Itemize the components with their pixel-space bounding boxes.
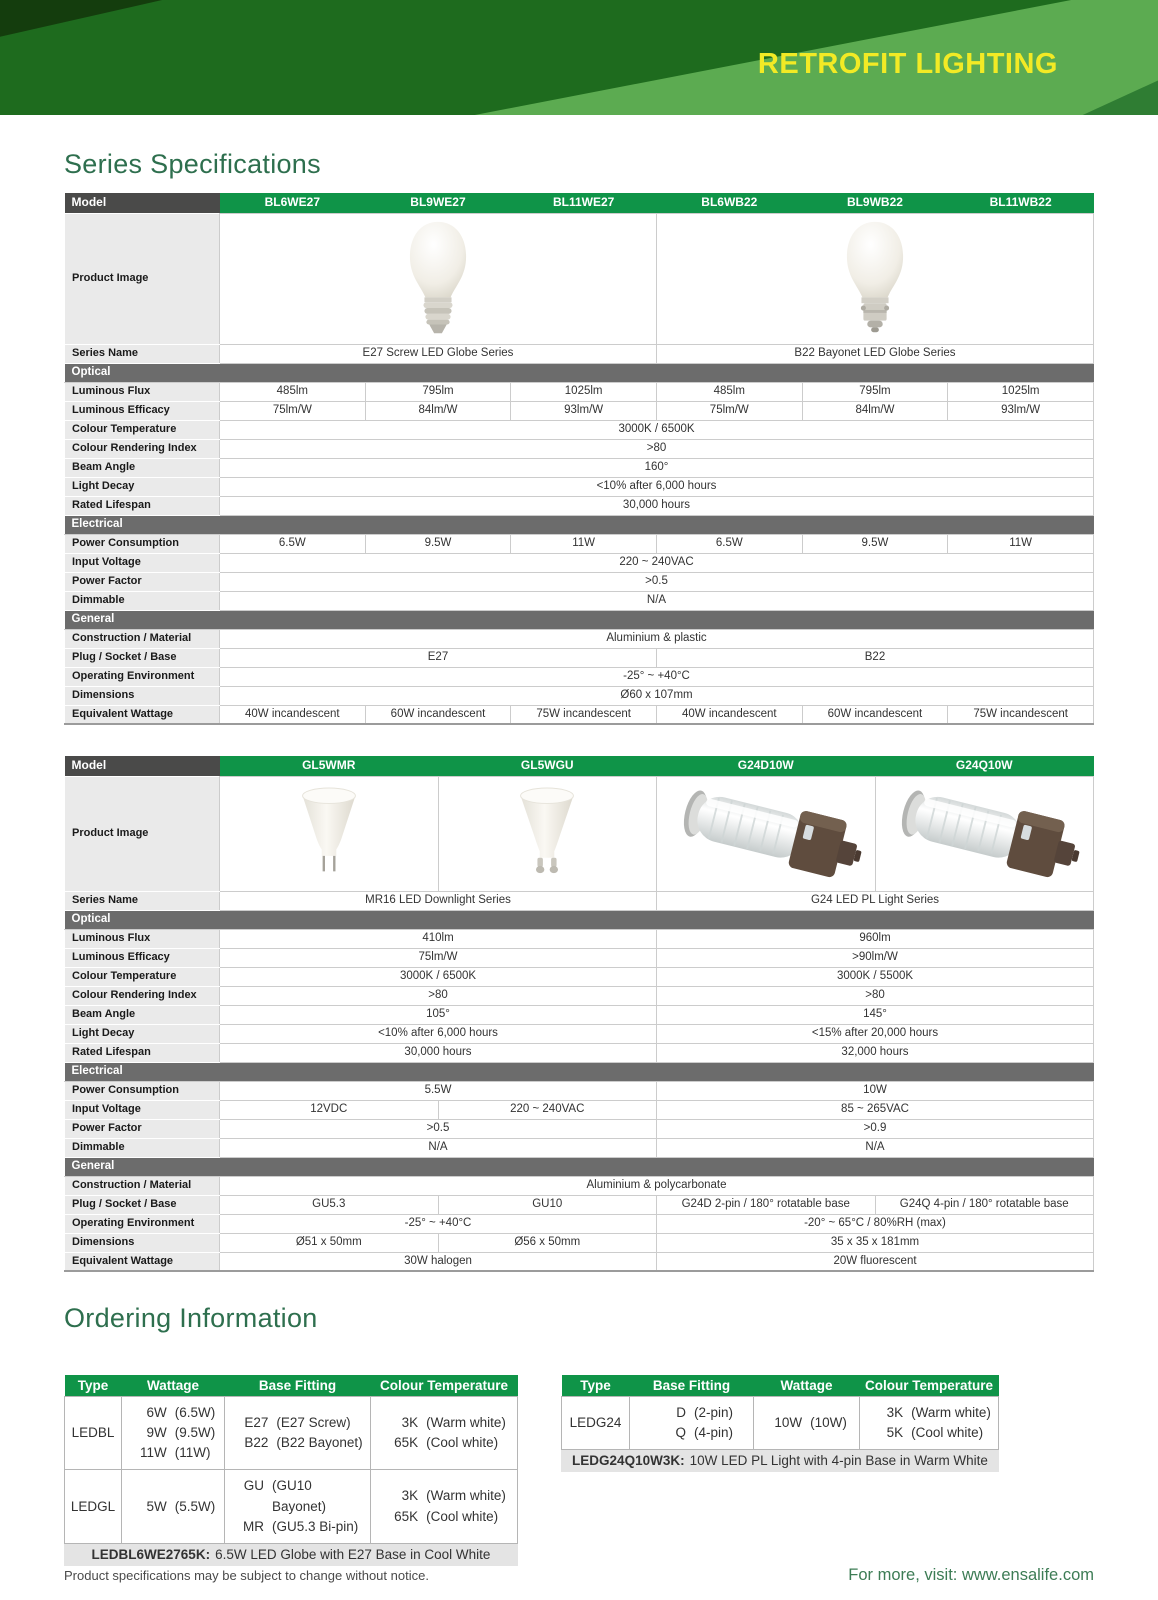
spec-row-light-decay: [65, 477, 1094, 496]
model-row: [65, 756, 1094, 776]
cell: 960lm: [657, 929, 1094, 948]
spec-row-base: [65, 1195, 1094, 1214]
row-label: Dimmable: [65, 1138, 220, 1157]
cell: 6.5W: [656, 534, 802, 553]
product-image-g24q: [875, 776, 1094, 891]
row-label: Product Image: [65, 776, 220, 891]
row-label: Series Name: [65, 344, 220, 363]
model-name: BL11WB22: [948, 193, 1094, 213]
cell: >80: [220, 986, 657, 1005]
cell: 10W: [657, 1081, 1094, 1100]
row-label: Operating Environment: [65, 1214, 220, 1233]
base-fitting-cell: E27 (E27 Screw) B22 (B22 Bayonet): [225, 1396, 371, 1470]
spec-table-downlight-pl: [64, 756, 1094, 1272]
spec-row-power-consumption: [65, 534, 1094, 553]
cell: 93lm/W: [948, 401, 1094, 420]
column-header: Base Fitting: [225, 1375, 371, 1396]
cell: 75W incandescent: [948, 705, 1094, 724]
spec-table-globe: [64, 193, 1094, 725]
cell: 20W fluorescent: [657, 1252, 1094, 1271]
series-name-value: G24 LED PL Light Series: [657, 891, 1094, 910]
section-header-optical: Optical: [65, 910, 1094, 929]
row-label: Series Name: [65, 891, 220, 910]
cell: 1025lm: [948, 382, 1094, 401]
cell: Ø56 x 50mm: [438, 1233, 657, 1252]
cell: G24D 2-pin / 180° rotatable base: [657, 1195, 876, 1214]
row-label: Light Decay: [65, 477, 220, 496]
cell: 410lm: [220, 929, 657, 948]
wattage-cell: 5W (5.5W): [122, 1470, 225, 1544]
cell: 795lm: [802, 382, 948, 401]
model-header-cell: Model: [65, 193, 220, 213]
cell: <10% after 6,000 hours: [220, 1024, 657, 1043]
spec-row-series-name: [65, 344, 1094, 363]
cell: 485lm: [220, 382, 366, 401]
column-header: Colour Temperature: [371, 1375, 518, 1396]
spec-row-colour-temperature: [65, 967, 1094, 986]
cell: 93lm/W: [511, 401, 657, 420]
model-header-cell: Model: [65, 756, 220, 776]
colour-temperature-cell: 3K (Warm white) 5K (Cool white): [860, 1396, 999, 1450]
cell: 30W halogen: [220, 1252, 657, 1271]
spec-row-luminous-efficacy: [65, 401, 1094, 420]
row-label: Colour Temperature: [65, 420, 220, 439]
specs-heading: Series Specifications: [64, 149, 321, 179]
spec-row-construction: [65, 629, 1094, 648]
row-label: Luminous Efficacy: [65, 948, 220, 967]
banner: [0, 0, 1158, 115]
type-cell: LEDG24: [562, 1396, 630, 1450]
cell: 35 x 35 x 181mm: [657, 1233, 1094, 1252]
model-name: BL6WE27: [220, 193, 366, 213]
cell: -25° ~ +40°C: [220, 1214, 657, 1233]
row-label: Luminous Flux: [65, 929, 220, 948]
wattage-cell: 10W (10W): [754, 1396, 860, 1450]
cell: 220 ~ 240VAC: [438, 1100, 657, 1119]
cell: Aluminium & polycarbonate: [220, 1176, 1094, 1195]
cell: >80: [657, 986, 1094, 1005]
row-label: Equivalent Wattage: [65, 1252, 220, 1271]
cell: 32,000 hours: [657, 1043, 1094, 1062]
row-label: Dimmable: [65, 591, 220, 610]
cell: 145°: [657, 1005, 1094, 1024]
row-label: Beam Angle: [65, 1005, 220, 1024]
spec-row-input-voltage: [65, 553, 1094, 572]
spec-row-equivalent-wattage: [65, 705, 1094, 724]
model-name: GL5WMR: [220, 756, 439, 776]
product-image-gu10: [438, 776, 657, 891]
spec-row-input-voltage: [65, 1100, 1094, 1119]
cell: 12VDC: [220, 1100, 439, 1119]
ordering-header-row: [65, 1375, 518, 1396]
ordering-table-globe: [64, 1375, 518, 1566]
row-label: Construction / Material: [65, 1176, 220, 1195]
cell: 60W incandescent: [365, 705, 511, 724]
cell: 9.5W: [802, 534, 948, 553]
cell: >0.5: [220, 1119, 657, 1138]
colour-temperature-cell: 3K (Warm white) 65K (Cool white): [371, 1396, 518, 1470]
e27-globe-bulb-image: [394, 218, 482, 340]
ordering-header-row: [562, 1375, 999, 1396]
row-label: Equivalent Wattage: [65, 705, 220, 724]
cell: B22: [656, 648, 1093, 667]
example-code: LEDBL6WE2765K:: [91, 1547, 211, 1562]
cell: Ø51 x 50mm: [220, 1233, 439, 1252]
cell: 3000K / 6500K: [220, 420, 1094, 439]
cell: Ø60 x 107mm: [220, 686, 1094, 705]
row-label: Plug / Socket / Base: [65, 648, 220, 667]
example-text: 10W LED PL Light with 4-pin Base in Warm White: [689, 1453, 988, 1468]
spec-row-light-decay: [65, 1024, 1094, 1043]
product-image-g24d: [657, 776, 876, 891]
cell: 3000K / 5500K: [657, 967, 1094, 986]
spec-row-beam-angle: [65, 1005, 1094, 1024]
product-image-row: [65, 213, 1094, 344]
spec-row-construction: [65, 1176, 1094, 1195]
spec-row-colour-temperature: [65, 420, 1094, 439]
spec-row-luminous-flux: [65, 382, 1094, 401]
cell: 160°: [220, 458, 1094, 477]
cell: 84lm/W: [365, 401, 511, 420]
example-code: LEDG24Q10W3K:: [572, 1453, 685, 1468]
base-fitting-cell: GU (GU10 Bayonet) MR (GU5.3 Bi-pin): [225, 1470, 371, 1544]
b22-globe-bulb-image: [831, 218, 919, 340]
row-label: Construction / Material: [65, 629, 220, 648]
series-name-value: B22 Bayonet LED Globe Series: [656, 344, 1093, 363]
ordering-example-note: [65, 1544, 518, 1566]
row-label: Power Consumption: [65, 1081, 220, 1100]
cell: Aluminium & plastic: [220, 629, 1094, 648]
cell: 75lm/W: [220, 948, 657, 967]
spec-row-colour-rendering-index: [65, 986, 1094, 1005]
model-name: BL9WB22: [802, 193, 948, 213]
cell: 5.5W: [220, 1081, 657, 1100]
cell: 795lm: [365, 382, 511, 401]
cell: N/A: [657, 1138, 1094, 1157]
model-name: BL6WB22: [656, 193, 802, 213]
row-label: Colour Rendering Index: [65, 986, 220, 1005]
ordering-table-pl: [561, 1375, 999, 1472]
row-label: Luminous Flux: [65, 382, 220, 401]
spec-row-operating-environment: [65, 1214, 1094, 1233]
cell: 6.5W: [220, 534, 366, 553]
model-name: BL11WE27: [511, 193, 657, 213]
section-header-optical: Optical: [65, 363, 1094, 382]
colour-temperature-cell: 3K (Warm white) 65K (Cool white): [371, 1470, 518, 1544]
spec-row-colour-rendering-index: [65, 439, 1094, 458]
cell: G24Q 4-pin / 180° rotatable base: [875, 1195, 1094, 1214]
product-image-b22-globe: [656, 213, 1093, 344]
product-image-row: [65, 776, 1094, 891]
spec-row-rated-lifespan: [65, 1043, 1094, 1062]
section-header-general: General: [65, 1157, 1094, 1176]
section-header-electrical: Electrical: [65, 1062, 1094, 1081]
model-name: G24D10W: [657, 756, 876, 776]
content: [64, 149, 1094, 1566]
cell: 40W incandescent: [656, 705, 802, 724]
cell: 11W: [948, 534, 1094, 553]
row-label: Power Factor: [65, 572, 220, 591]
column-header: Type: [562, 1375, 630, 1396]
cell: 220 ~ 240VAC: [220, 553, 1094, 572]
spec-row-power-factor: [65, 1119, 1094, 1138]
series-name-value: E27 Screw LED Globe Series: [220, 344, 657, 363]
row-label: Luminous Efficacy: [65, 401, 220, 420]
row-label: Colour Rendering Index: [65, 439, 220, 458]
cell: >0.9: [657, 1119, 1094, 1138]
cell: -25° ~ +40°C: [220, 667, 1094, 686]
spec-row-luminous-flux: [65, 929, 1094, 948]
g24d-pl-lamp-image: [664, 781, 868, 887]
column-header: Wattage: [754, 1375, 860, 1396]
cell: E27: [220, 648, 657, 667]
website-link[interactable]: For more, visit: www.ensalife.com: [848, 1566, 1094, 1584]
base-fitting-cell: D (2-pin) Q (4-pin): [630, 1396, 754, 1450]
mr16-spotlight-image: [288, 782, 370, 886]
cell: <15% after 20,000 hours: [657, 1024, 1094, 1043]
type-cell: LEDBL: [65, 1396, 122, 1470]
product-image-e27-globe: [220, 213, 657, 344]
spec-row-dimensions: [65, 686, 1094, 705]
row-label: Input Voltage: [65, 1100, 220, 1119]
ordering-tables: [64, 1375, 1094, 1566]
spec-row-dimmable: [65, 1138, 1094, 1157]
row-label: Product Image: [65, 213, 220, 344]
ordering-row-ledgl: [65, 1470, 518, 1544]
spec-row-dimmable: [65, 591, 1094, 610]
cell: N/A: [220, 591, 1094, 610]
cell: <10% after 6,000 hours: [220, 477, 1094, 496]
cell: 9.5W: [365, 534, 511, 553]
spec-row-power-consumption: [65, 1081, 1094, 1100]
gu10-spotlight-image: [506, 782, 588, 886]
spec-row-beam-angle: [65, 458, 1094, 477]
cell: 30,000 hours: [220, 496, 1094, 515]
ordering-row-ledg24: [562, 1396, 999, 1450]
cell: GU5.3: [220, 1195, 439, 1214]
series-name-value: MR16 LED Downlight Series: [220, 891, 657, 910]
cell: 30,000 hours: [220, 1043, 657, 1062]
row-label: Rated Lifespan: [65, 496, 220, 515]
cell: 75W incandescent: [511, 705, 657, 724]
row-label: Input Voltage: [65, 553, 220, 572]
type-cell: LEDGL: [65, 1470, 122, 1544]
spec-row-base: [65, 648, 1094, 667]
spec-row-dimensions: [65, 1233, 1094, 1252]
spec-row-equivalent-wattage: [65, 1252, 1094, 1271]
spec-row-operating-environment: [65, 667, 1094, 686]
spec-row-luminous-efficacy: [65, 948, 1094, 967]
row-label: Dimensions: [65, 686, 220, 705]
cell: >0.5: [220, 572, 1094, 591]
spec-row-rated-lifespan: [65, 496, 1094, 515]
column-header: Wattage: [122, 1375, 225, 1396]
product-image-mr16: [220, 776, 439, 891]
page-footer: [64, 1566, 1094, 1585]
cell: 60W incandescent: [802, 705, 948, 724]
cell: >90lm/W: [657, 948, 1094, 967]
cell: 105°: [220, 1005, 657, 1024]
cell: 3000K / 6500K: [220, 967, 657, 986]
cell: 75lm/W: [220, 401, 366, 420]
model-name: G24Q10W: [875, 756, 1094, 776]
spec-row-power-factor: [65, 572, 1094, 591]
cell: 11W: [511, 534, 657, 553]
cell: GU10: [438, 1195, 657, 1214]
ordering-example-note: [562, 1450, 999, 1472]
model-name: BL9WE27: [365, 193, 511, 213]
row-label: Rated Lifespan: [65, 1043, 220, 1062]
ordering-heading: Ordering Information: [64, 1303, 318, 1333]
cell: 485lm: [656, 382, 802, 401]
column-header: Type: [65, 1375, 122, 1396]
row-label: Light Decay: [65, 1024, 220, 1043]
row-label: Plug / Socket / Base: [65, 1195, 220, 1214]
model-row: [65, 193, 1094, 213]
row-label: Operating Environment: [65, 667, 220, 686]
cell: 75lm/W: [656, 401, 802, 420]
cell: -20° ~ 65°C / 80%RH (max): [657, 1214, 1094, 1233]
section-header-electrical: Electrical: [65, 515, 1094, 534]
disclaimer-text: Product specifications may be subject to change without notice.: [64, 1568, 429, 1583]
model-name: GL5WGU: [438, 756, 657, 776]
column-header: Base Fitting: [630, 1375, 754, 1396]
column-header: Colour Temperature: [860, 1375, 999, 1396]
section-header-general: General: [65, 610, 1094, 629]
cell: N/A: [220, 1138, 657, 1157]
row-label: Beam Angle: [65, 458, 220, 477]
row-label: Colour Temperature: [65, 967, 220, 986]
row-label: Power Factor: [65, 1119, 220, 1138]
row-label: Power Consumption: [65, 534, 220, 553]
spec-row-series-name: [65, 891, 1094, 910]
cell: >80: [220, 439, 1094, 458]
example-text: 6.5W LED Globe with E27 Base in Cool White: [215, 1547, 491, 1562]
ordering-row-ledbl: [65, 1396, 518, 1470]
cell: 1025lm: [511, 382, 657, 401]
wattage-cell: 6W (6.5W) 9W (9.5W) 11W (11W): [122, 1396, 225, 1470]
page-title: RETROFIT LIGHTING: [757, 48, 1058, 80]
row-label: Dimensions: [65, 1233, 220, 1252]
cell: 85 ~ 265VAC: [657, 1100, 1094, 1119]
cell: 40W incandescent: [220, 705, 366, 724]
g24q-pl-lamp-image: [882, 781, 1086, 887]
cell: 84lm/W: [802, 401, 948, 420]
